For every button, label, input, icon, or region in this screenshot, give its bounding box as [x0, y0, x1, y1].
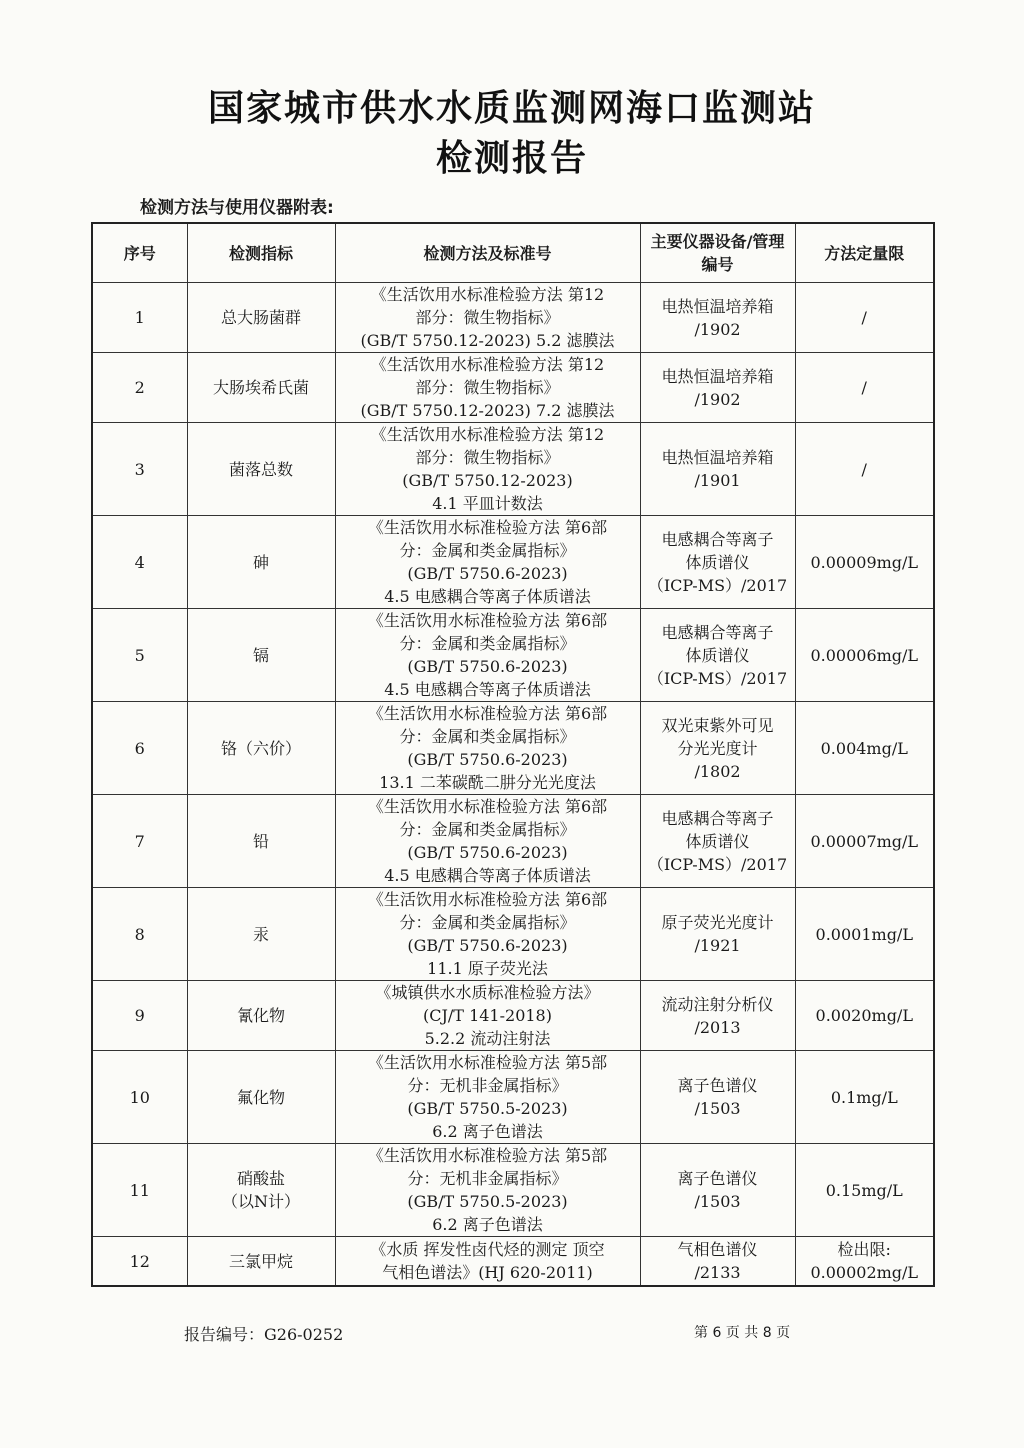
col-header-method: 检测方法及标准号 — [335, 223, 640, 283]
cell-method — [335, 516, 640, 609]
cell-method — [335, 795, 640, 888]
table-row — [92, 888, 934, 981]
cell-instrument-line: /1902 — [694, 319, 741, 339]
cell-indicator — [187, 795, 335, 888]
table-row — [92, 1051, 934, 1144]
table-row — [92, 795, 934, 888]
cell-method-line: 分：金属和类金属指标》 — [399, 541, 576, 560]
cell-method-line: 《城镇供水水质标准检验方法》 — [375, 983, 600, 1002]
cell-method-line: 4.5 电感耦合等离子体质谱法 — [384, 680, 591, 699]
cell-limit — [795, 353, 934, 423]
cell-instrument — [640, 1237, 795, 1287]
cell-indicator — [187, 1237, 335, 1287]
cell-instrument-line: 电热恒温培养箱 — [661, 448, 774, 467]
cell-method-line: 11.1 原子荧光法 — [427, 959, 548, 978]
table-row — [92, 702, 934, 795]
cell-instrument-line: /2013 — [694, 1017, 741, 1037]
cell-indicator-line: 大肠埃希氏菌 — [212, 378, 309, 397]
table-row — [92, 981, 934, 1051]
cell-limit-line: 0.15mg/L — [825, 1180, 903, 1200]
cell-no: 8 — [92, 888, 187, 981]
cell-indicator — [187, 353, 335, 423]
cell-method — [335, 353, 640, 423]
cell-method-line: 《水质 挥发性卤代烃的测定 顶空 — [370, 1240, 605, 1259]
cell-method — [335, 1144, 640, 1237]
cell-method — [335, 981, 640, 1051]
cell-indicator-line: 氟化物 — [236, 1087, 285, 1107]
cell-no: 5 — [92, 609, 187, 702]
cell-method-line: 6.2 离子色谱法 — [432, 1122, 543, 1141]
cell-instrument — [640, 702, 795, 795]
cell-method-line: 分：无机非金属指标》 — [407, 1169, 568, 1188]
cell-method-line: (CJ/T 141-2018) — [423, 1006, 552, 1025]
cell-indicator-line: 三氯甲烷 — [228, 1251, 293, 1271]
cell-no: 6 — [92, 702, 187, 795]
cell-limit — [795, 888, 934, 981]
table-row — [92, 516, 934, 609]
cell-instrument-line: 原子荧光光度计 — [661, 913, 774, 932]
cell-no: 10 — [92, 1051, 187, 1144]
cell-instrument-line: 电热恒温培养箱 — [661, 296, 774, 316]
cell-indicator — [187, 981, 335, 1051]
cell-indicator-line: 硝酸盐 — [236, 1169, 285, 1188]
cell-limit-line: 检出限: — [837, 1240, 891, 1259]
cell-method-line: 4.1 平皿计数法 — [432, 494, 543, 513]
cell-limit — [795, 981, 934, 1051]
cell-instrument-line: 电感耦合等离子 — [661, 622, 774, 642]
cell-limit — [795, 516, 934, 609]
cell-method-line: (GB/T 5750.6-2023) — [407, 564, 568, 583]
cell-limit-line: / — [861, 378, 867, 397]
cell-method-line: (GB/T 5750.12-2023) — [402, 471, 573, 490]
cell-no: 2 — [92, 353, 187, 423]
cell-instrument-line: /1503 — [694, 1099, 741, 1118]
cell-method-line: (GB/T 5750.6-2023) — [407, 657, 568, 676]
cell-method-line: (GB/T 5750.12-2023) 7.2 滤膜法 — [360, 401, 615, 420]
cell-instrument-line: 分光光度计 — [677, 738, 758, 758]
cell-no: 12 — [92, 1237, 187, 1287]
page-number: 第 6 页 共 8 页 — [694, 1325, 791, 1341]
cell-method — [335, 702, 640, 795]
cell-no: 1 — [92, 283, 187, 353]
cell-instrument-line: （ICP-MS）/2017 — [647, 575, 788, 595]
cell-no: 11 — [92, 1144, 187, 1237]
cell-limit — [795, 1237, 934, 1287]
cell-limit — [795, 1144, 934, 1237]
report-title-line2: 检测报告 — [435, 138, 588, 179]
cell-limit-line: 0.0020mg/L — [815, 1006, 913, 1025]
cell-method-line: 分：无机非金属指标》 — [407, 1076, 568, 1095]
cell-method — [335, 283, 640, 353]
cell-limit-line: 0.00009mg/L — [810, 552, 919, 572]
cell-method — [335, 609, 640, 702]
cell-method-line: 《生活饮用水标准检验方法 第12 — [370, 355, 605, 374]
cell-method-line: 分：金属和类金属指标》 — [399, 727, 576, 746]
col-header-limit: 方法定量限 — [795, 223, 934, 283]
cell-method — [335, 423, 640, 516]
cell-method-line: 《生活饮用水标准检验方法 第12 — [370, 425, 605, 444]
cell-limit-line: 0.00002mg/L — [810, 1263, 919, 1282]
cell-instrument-line: /1901 — [694, 471, 741, 490]
cell-method-line: (GB/T 5750.5-2023) — [407, 1099, 568, 1118]
cell-limit-line: / — [861, 308, 867, 327]
cell-method-line: 《生活饮用水标准检验方法 第6部 — [367, 611, 608, 630]
cell-method-line: 4.5 电感耦合等离子体质谱法 — [384, 587, 591, 606]
cell-instrument — [640, 1051, 795, 1144]
cell-instrument-line: /1503 — [694, 1192, 741, 1211]
table-header-row — [92, 223, 934, 283]
cell-method-line: 《生活饮用水标准检验方法 第6部 — [367, 704, 608, 723]
cell-instrument-line: 电热恒温培养箱 — [661, 366, 774, 386]
cell-instrument — [640, 423, 795, 516]
cell-indicator — [187, 423, 335, 516]
cell-method-line: (GB/T 5750.6-2023) — [407, 843, 568, 862]
cell-method-line: 分：金属和类金属指标》 — [399, 913, 576, 932]
cell-instrument-line: 体质谱仪 — [685, 552, 750, 572]
cell-instrument — [640, 1144, 795, 1237]
cell-instrument-line: /1921 — [694, 936, 741, 955]
cell-method-line: 《生活饮用水标准检验方法 第6部 — [367, 518, 608, 537]
table-row — [92, 1237, 934, 1287]
cell-indicator-line: 铬（六价） — [220, 738, 301, 758]
cell-instrument-line: /1802 — [694, 761, 741, 781]
cell-instrument-line: 双光束紫外可见 — [661, 715, 774, 735]
cell-method-line: 5.2.2 流动注射法 — [424, 1029, 551, 1048]
cell-instrument-line: （ICP-MS）/2017 — [647, 854, 788, 874]
cell-method-line: 《生活饮用水标准检验方法 第5部 — [367, 1053, 608, 1072]
cell-instrument — [640, 795, 795, 888]
cell-indicator — [187, 516, 335, 609]
cell-limit — [795, 702, 934, 795]
cell-method — [335, 1051, 640, 1144]
cell-no: 7 — [92, 795, 187, 888]
cell-instrument-line: 气相色谱仪 — [677, 1240, 758, 1259]
cell-instrument — [640, 516, 795, 609]
cell-limit — [795, 795, 934, 888]
cell-indicator — [187, 1144, 335, 1237]
report-title-line1: 国家城市供水水质监测网海口监测站 — [207, 88, 816, 129]
cell-instrument-line: /2133 — [694, 1263, 741, 1282]
cell-limit — [795, 423, 934, 516]
cell-limit — [795, 1051, 934, 1144]
cell-method-line: 4.5 电感耦合等离子体质谱法 — [384, 866, 591, 885]
cell-limit-line: 0.0001mg/L — [815, 924, 913, 944]
cell-no: 3 — [92, 423, 187, 516]
cell-indicator-line: 镉 — [252, 645, 269, 665]
cell-limit — [795, 283, 934, 353]
cell-indicator-line: （以N计） — [221, 1192, 300, 1211]
cell-method — [335, 1237, 640, 1287]
cell-indicator — [187, 888, 335, 981]
cell-instrument-line: 流动注射分析仪 — [661, 994, 774, 1014]
cell-instrument-line: 电感耦合等离子 — [661, 529, 774, 549]
cell-instrument — [640, 353, 795, 423]
col-header-instrument: 主要仪器设备/管理编号 — [640, 223, 795, 283]
cell-indicator — [187, 283, 335, 353]
cell-method-line: 6.2 离子色谱法 — [432, 1215, 543, 1234]
report-number: 报告编号：G26-0252 — [184, 1325, 344, 1344]
cell-instrument — [640, 283, 795, 353]
cell-indicator-line: 菌落总数 — [228, 459, 293, 479]
cell-indicator-line: 砷 — [252, 552, 269, 572]
cell-method-line: 13.1 二苯碳酰二肼分光光度法 — [379, 773, 596, 792]
cell-method-line: (GB/T 5750.6-2023) — [407, 750, 568, 769]
cell-instrument-line: 离子色谱仪 — [677, 1076, 758, 1095]
table-row — [92, 283, 934, 353]
cell-method-line: 分：金属和类金属指标》 — [399, 634, 576, 653]
table-row — [92, 1144, 934, 1237]
cell-no: 9 — [92, 981, 187, 1051]
cell-method — [335, 888, 640, 981]
cell-limit — [795, 609, 934, 702]
table-row — [92, 423, 934, 516]
cell-method-line: (GB/T 5750.5-2023) — [407, 1192, 568, 1211]
cell-method-line: 气相色谱法》(HJ 620-2011) — [382, 1263, 593, 1282]
cell-instrument — [640, 981, 795, 1051]
table-row — [92, 353, 934, 423]
cell-limit-line: 0.004mg/L — [820, 738, 908, 758]
cell-method-line: 《生活饮用水标准检验方法 第6部 — [367, 797, 608, 816]
table-caption: 检测方法与使用仪器附表: — [140, 198, 334, 218]
cell-instrument-line: 离子色谱仪 — [677, 1169, 758, 1188]
cell-instrument-line: （ICP-MS）/2017 — [647, 668, 788, 688]
cell-instrument-line: 体质谱仪 — [685, 831, 750, 851]
cell-indicator — [187, 609, 335, 702]
cell-no: 4 — [92, 516, 187, 609]
cell-limit-line: / — [861, 459, 867, 479]
cell-method-line: 《生活饮用水标准检验方法 第6部 — [367, 890, 608, 909]
cell-method-line: (GB/T 5750.12-2023) 5.2 滤膜法 — [360, 331, 615, 350]
cell-method-line: 部分：微生物指标》 — [415, 448, 560, 467]
cell-indicator-line: 氰化物 — [236, 1006, 285, 1025]
cell-instrument-line: /1902 — [694, 389, 741, 409]
cell-instrument — [640, 609, 795, 702]
cell-method-line: 《生活饮用水标准检验方法 第5部 — [367, 1146, 608, 1165]
cell-limit-line: 0.00006mg/L — [810, 645, 919, 665]
cell-indicator — [187, 702, 335, 795]
cell-method-line: 分：金属和类金属指标》 — [399, 820, 576, 839]
cell-instrument — [640, 888, 795, 981]
cell-indicator-line: 铅 — [252, 831, 269, 851]
cell-method-line: 部分：微生物指标》 — [415, 308, 560, 327]
methods-table — [91, 222, 935, 1287]
cell-method-line: 《生活饮用水标准检验方法 第12 — [370, 285, 605, 304]
cell-limit-line: 0.1mg/L — [830, 1087, 898, 1107]
cell-method-line: (GB/T 5750.6-2023) — [407, 936, 568, 955]
cell-instrument-line: 体质谱仪 — [685, 645, 750, 665]
cell-indicator — [187, 1051, 335, 1144]
cell-method-line: 部分：微生物指标》 — [415, 378, 560, 397]
cell-indicator-line: 总大肠菌群 — [220, 308, 301, 327]
cell-limit-line: 0.00007mg/L — [810, 831, 919, 851]
col-header-indicator: 检测指标 — [187, 223, 335, 283]
table-row — [92, 609, 934, 702]
col-header-no: 序号 — [92, 223, 187, 283]
cell-instrument-line: 电感耦合等离子 — [661, 808, 774, 828]
cell-indicator-line: 汞 — [252, 924, 269, 944]
